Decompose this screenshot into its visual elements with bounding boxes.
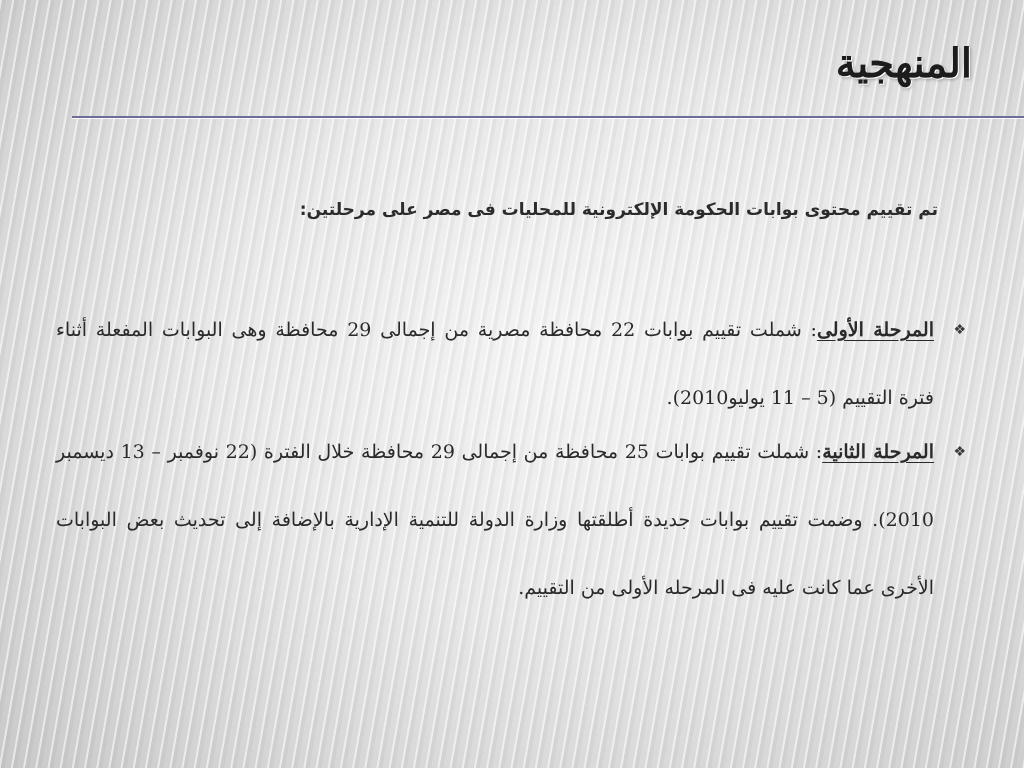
bullet-list: [56, 296, 966, 622]
bullet-phase-one: [56, 296, 966, 432]
title-divider: [72, 116, 1024, 118]
bullet-lead: المرحلة الأولى: [816, 319, 934, 341]
bullet-text: : شملت تقييم بوابات 25 محافظة من إجمالى 29 محافظة خلال الفترة (22 نوفمبر – 13 ديسمبر 2010). وضمت تقييم بوابات جديدة أطلقتها وزارة الدولة للتنمية الإدارية بالإضافة إلى تحديث بعض البوابات الأخرى عما كانت عليه فى المرحله الأولى من التقييم.: [56, 441, 934, 599]
bullet-text: : شملت تقييم بوابات 22 محافظة مصرية من إجمالى 29 محافظة وهى البوابات المفعلة أثناء فترة التقييم (5 – 11 يوليو2010).: [56, 319, 934, 409]
diamond-bullet-icon: ❖: [953, 322, 966, 338]
diamond-bullet-icon: ❖: [953, 444, 966, 460]
bullet-lead: المرحلة الثانية: [822, 441, 934, 463]
slide-title: المنهجية: [835, 40, 972, 87]
bullet-phase-two: [56, 418, 966, 622]
intro-text: تم تقييم محتوى بوابات الحكومة الإلكترونية للمحليات فى مصر على مرحلتين:: [299, 200, 938, 220]
